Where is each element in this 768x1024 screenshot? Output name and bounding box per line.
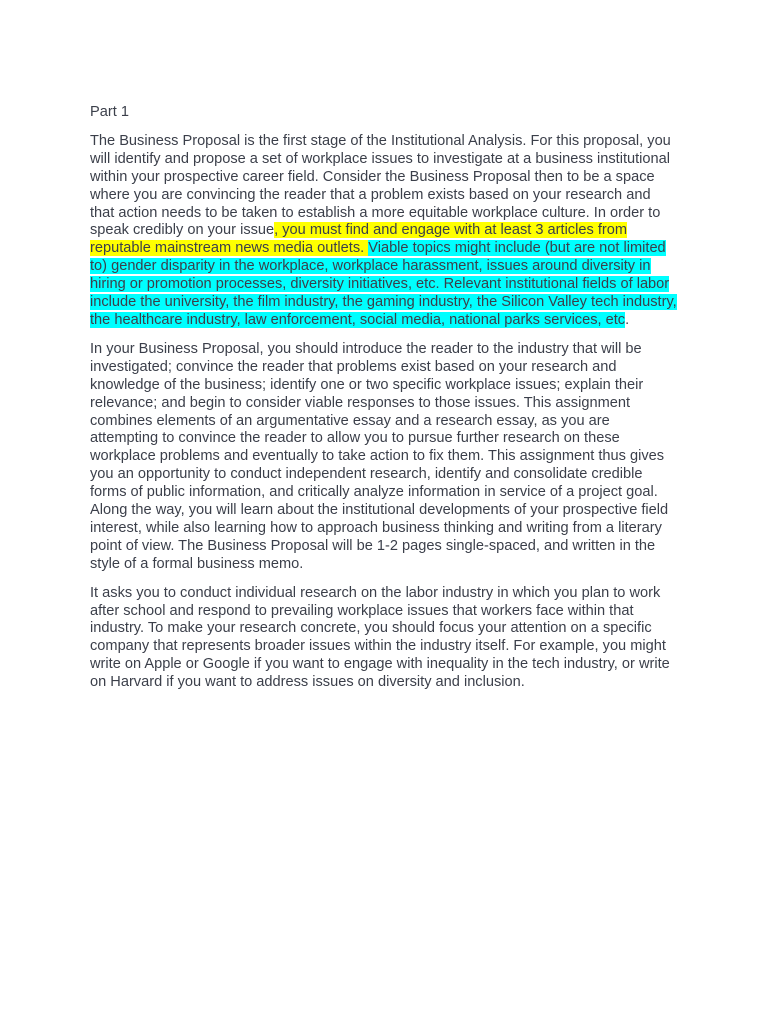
- paragraph-1-text: The Business Proposal is the first stage of the Institutional Analysis. For this proposal, you will identify and propose a set of workplace issues to investigate at a business institutional within your prospective career field. Consider the Business Proposal then to be a space where you are convincing the reader that a problem exists based on your research and that action needs to be taken to establish a more equitable workplace culture. In order to speak credibly on your issue: [90, 132, 671, 239]
- paragraph-3: It asks you to conduct individual research on the labor industry in which you plan to work after school and respond to prevailing workplace issues that workers face within that industry. To make your research concrete, you should focus your attention on a specific company that represents broader issues within the industry itself. For example, you might write on Apple or Google if you want to engage with inequality in the tech industry, or write on Harvard if you want to address issues on diversity and inclusion.: [90, 584, 670, 691]
- paragraph-1-end: .: [625, 311, 630, 328]
- paragraph-1: [90, 133, 678, 330]
- highlight-yellow-text: , you must find and engage with at least 3 articles from reputable mainstream news media outlets.: [90, 222, 628, 257]
- section-heading: Part 1: [90, 104, 129, 120]
- highlight-cyan-text: Viable topics might include (but are not limited to) gender disparity in the workplace, workplace harassment, issues around diversity in hiring or promotion processes, diversity initiatives, etc. Relevant institutional fields of labor include the university, the film industry, the gaming industry, the Silicon Valley tech industry, the healthcare industry, law enforcement, social media, national parks services, etc: [90, 240, 677, 328]
- paragraph-2: In your Business Proposal, you should introduce the reader to the industry that will be investigated; convince the reader that problems exist based on your research and knowledge of the business; identify one or two specific workplace issues; explain their relevance; and begin to consider viable responses to those issues. This assignment combines elements of an argumentative essay and a research essay, as you are attempting to convince the reader to allow you to pursue further research on these workplace problems and eventually to take action to fix them. This assignment thus gives you an opportunity to conduct independent research, identify and consolidate credible forms of public information, and critically analyze information in service of a project goal. Along the way, you will learn about the institutional developments of your prospective field interest, while also learning how to approach business thinking and writing from a literary point of view. The Business Proposal will be 1-2 pages single-spaced, and written in the style of a formal business memo.: [90, 340, 669, 572]
- document-body: [90, 104, 678, 703]
